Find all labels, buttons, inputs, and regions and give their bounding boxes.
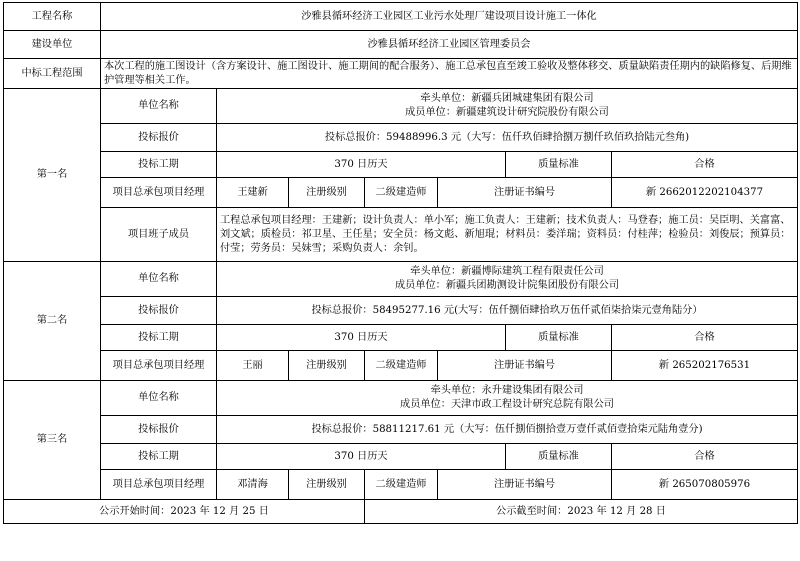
candidate-1-team-row [4, 208, 798, 262]
candidate-1-price: 投标总报价：59488996.3 元（大写：伍仟玖佰肆拾捌万捌仟玖佰玖拾陆元叁角) [217, 124, 798, 152]
publicity-end: 公示截至时间：2023 年 12 月 28 日 [365, 500, 798, 524]
candidate-1-pm-row [4, 178, 798, 208]
project-name: 沙雅县循环经济工业园区工业污水处理厂建设项目设计施工一体化 [101, 3, 798, 31]
candidate-2-quality: 合格 [612, 325, 798, 351]
candidate-3-unit-row [4, 381, 798, 416]
cert-no-label: 注册证书编号 [438, 178, 612, 208]
candidate-3-pm-cert: 新 265070805976 [612, 470, 798, 500]
candidate-3-price: 投标总报价：58811217.61 元（大写：伍仟捌佰捌拾壹万壹仟贰佰壹拾柒元陆角壹分) [217, 416, 798, 444]
scope-row [4, 59, 798, 89]
candidate-3-duration: 370 日历天 [217, 444, 506, 470]
candidate-3-member-unit: 成员单位：天津市政工程设计研究总院有限公司 [400, 399, 614, 410]
candidate-1-member-unit: 成员单位：新疆建筑设计研究院股份有限公司 [405, 107, 609, 118]
unit-name-label: 单位名称 [101, 262, 217, 297]
bid-price-label: 投标报价 [101, 124, 217, 152]
candidate-3-price-row [4, 416, 798, 444]
team-label: 项目班子成员 [101, 208, 217, 262]
duration-label: 投标工期 [101, 325, 217, 351]
owner-label: 建设单位 [4, 31, 101, 59]
candidate-1-rank: 第一名 [4, 89, 101, 262]
candidate-1-duration: 370 日历天 [217, 152, 506, 178]
project-name-label: 工程名称 [4, 3, 101, 31]
scope-text: 本次工程的施工图设计（含方案设计、施工图设计、施工期间的配合服务）、施工总承包直至竣工验收及整体移交、质量缺陷责任期内的缺陷修复、后期维护管理等相关工作。 [101, 59, 798, 89]
candidate-1-term-row [4, 152, 798, 178]
candidate-3-pm-level: 二级建造师 [365, 470, 438, 500]
pm-label: 项目总承包项目经理 [101, 470, 217, 500]
candidate-2-rank: 第二名 [4, 262, 101, 381]
candidate-3-lead-unit: 牵头单位：永升建设集团有限公司 [430, 385, 584, 396]
candidate-1-pm-cert: 新 2662012202104377 [612, 178, 798, 208]
candidate-1-units [217, 89, 798, 124]
publicity-row [4, 500, 798, 524]
candidate-1-team: 工程总承包项目经理：王建新；设计负责人：单小军；施工负责人：王建新；技术负责人：马登春；施工员：吴臣明、关富富、刘文斌；质检员：祁卫星、王任星；安全员：杨文彪、新旭琨；材料员：娄洋瑞；资料员：付桂萍；检验员：刘俊辰；预算员：付莹；劳务员：吴妹雪；采购负责人：余钊。 [217, 208, 798, 262]
candidate-3-units [217, 381, 798, 416]
duration-label: 投标工期 [101, 444, 217, 470]
reg-level-label: 注册级别 [289, 470, 365, 500]
candidate-2-duration: 370 日历天 [217, 325, 506, 351]
candidate-1-price-row [4, 124, 798, 152]
candidate-2-term-row [4, 325, 798, 351]
owner-name: 沙雅县循环经济工业园区管理委员会 [101, 31, 798, 59]
candidate-2-pm-row [4, 351, 798, 381]
reg-level-label: 注册级别 [289, 351, 365, 381]
reg-level-label: 注册级别 [289, 178, 365, 208]
candidate-3-quality: 合格 [612, 444, 798, 470]
candidate-2-member-unit: 成员单位：新疆兵团勘测设计院集团股份有限公司 [394, 280, 620, 291]
candidate-1-pm-level: 二级建造师 [365, 178, 438, 208]
candidate-2-price: 投标总报价：58495277.16 元(大写：伍仟捌佰肆拾玖万伍仟贰佰柒拾柒元壹角陆分） [217, 297, 798, 325]
quality-label: 质量标准 [506, 444, 612, 470]
duration-label: 投标工期 [101, 152, 217, 178]
candidate-2-price-row [4, 297, 798, 325]
candidate-2-pm-name: 王丽 [217, 351, 289, 381]
candidate-1-lead-unit: 牵头单位：新疆兵团城建集团有限公司 [420, 93, 594, 104]
candidate-2-pm-cert: 新 265202176531 [612, 351, 798, 381]
scope-label: 中标工程范围 [4, 59, 101, 89]
unit-name-label: 单位名称 [101, 89, 217, 124]
candidate-3-pm-row [4, 470, 798, 500]
project-row [4, 3, 798, 31]
bid-result-table [3, 2, 798, 524]
candidate-2-units [217, 262, 798, 297]
candidate-1-pm-name: 王建新 [217, 178, 289, 208]
unit-name-label: 单位名称 [101, 381, 217, 416]
pm-label: 项目总承包项目经理 [101, 351, 217, 381]
quality-label: 质量标准 [506, 325, 612, 351]
candidate-2-pm-level: 二级建造师 [365, 351, 438, 381]
bid-price-label: 投标报价 [101, 297, 217, 325]
candidate-2-unit-row [4, 262, 798, 297]
quality-label: 质量标准 [506, 152, 612, 178]
cert-no-label: 注册证书编号 [438, 351, 612, 381]
pm-label: 项目总承包项目经理 [101, 178, 217, 208]
bid-price-label: 投标报价 [101, 416, 217, 444]
candidate-3-pm-name: 邓清海 [217, 470, 289, 500]
cert-no-label: 注册证书编号 [438, 470, 612, 500]
publicity-start: 公示开始时间：2023 年 12 月 25 日 [4, 500, 365, 524]
candidate-3-term-row [4, 444, 798, 470]
candidate-1-unit-row [4, 89, 798, 124]
owner-row [4, 31, 798, 59]
candidate-2-lead-unit: 牵头单位：新疆博际建筑工程有限责任公司 [410, 266, 604, 277]
candidate-1-quality: 合格 [612, 152, 798, 178]
candidate-3-rank: 第三名 [4, 381, 101, 500]
